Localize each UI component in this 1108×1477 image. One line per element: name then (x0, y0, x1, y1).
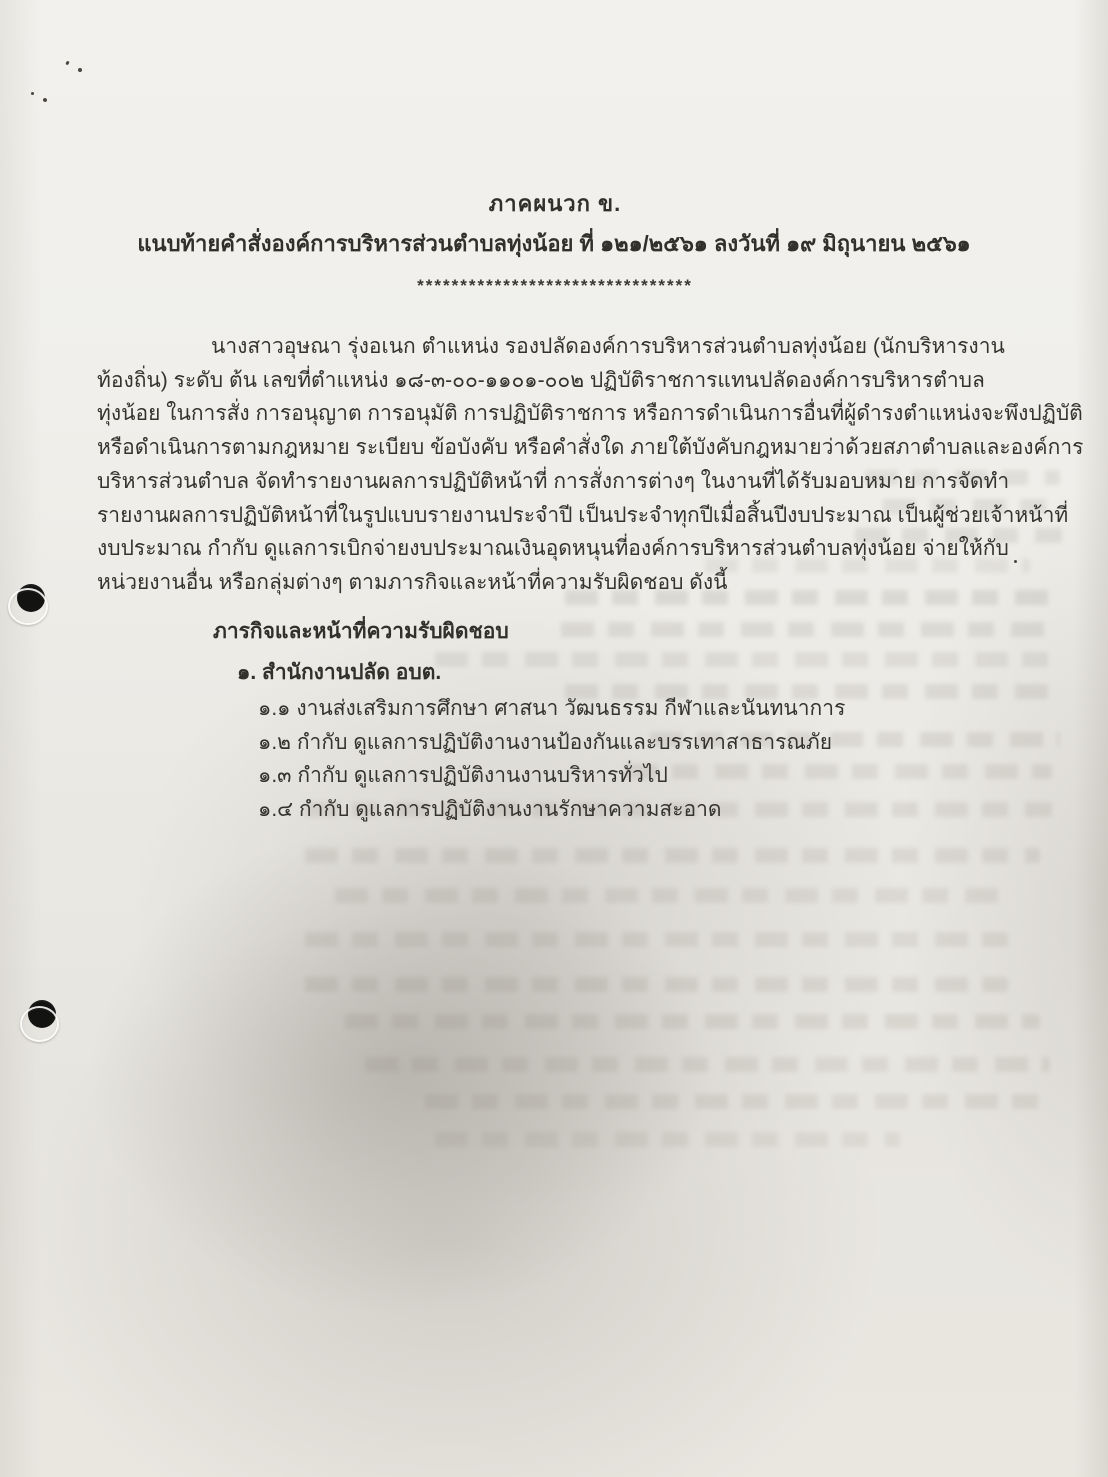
main-paragraph (97, 330, 1084, 600)
paragraph-line: รายงานผลการปฏิบัติหน้าที่ในรูปแบบรายงานประจำปี เป็นประจำทุกปีเมื่อสิ้นปีงบประมาณ เป็นผู้ช่วยเจ้าหน้าที่ (97, 503, 1069, 527)
appendix-title: ภาคผนวก ข. (488, 191, 622, 216)
section1-heading: ๑. สำนักงานปลัด อบต. (237, 661, 442, 684)
duties-heading: ภารกิจและหน้าที่ความรับผิดชอบ (213, 620, 509, 643)
paragraph-line: นางสาวอุษณา รุ่งอเนก ตำแหน่ง รองปลัดองค์การบริหารส่วนตำบลทุ่งน้อย (นักบริหารงาน (211, 335, 1005, 358)
paragraph-line: งบประมาณ กำกับ ดูแลการเบิกจ่ายงบประมาณเงินอุดหนุนที่องค์การบริหารส่วนตำบลทุ่งน้อย จ่ายให้กับ (97, 537, 1009, 561)
list-item: ๑.๓ กำกับ ดูแลการปฏิบัติงานงานบริหารทั่วไป (258, 764, 668, 788)
paper-speck (78, 68, 82, 72)
paper-speck (31, 92, 34, 95)
list-item: ๑.๑ งานส่งเสริมการศึกษา ศาสนา วัฒนธรรม กีฬาและนันทนาการ (258, 697, 846, 720)
list-item: ๑.๔ กำกับ ดูแลการปฏิบัติงานงานรักษาความสะอาด (258, 797, 722, 821)
paragraph-line: ท้องถิ่น) ระดับ ต้น เลขที่ตำแหน่ง ๑๘-๓-๐๐-๑๑๐๑-๐๐๒ ปฏิบัติราชการแทนปลัดองค์การบริหารตำบล (97, 368, 985, 392)
document-subtitle: แนบท้ายคำสั่งองค์การบริหารส่วนตำบลทุ่งน้อย ที่ ๑๒๑/๒๕๖๑ ลงวันที่ ๑๙ มิถุนายน ๒๕๖๑ (137, 231, 971, 256)
paragraph-line: ทุ่งน้อย ในการสั่ง การอนุญาต การอนุมัติ การปฏิบัติราชการ หรือการดำเนินการอื่นที่ผู้ดำรงตำแหน่งจะพึงปฏิบัติ (97, 402, 1083, 426)
asterisk-divider: ******************************** (417, 276, 693, 295)
punch-hole-bottom (28, 1000, 56, 1028)
section1-item-list (258, 692, 845, 826)
punch-hole-top (17, 584, 45, 612)
paper-speck (1014, 560, 1017, 563)
list-item: ๑.๒ กำกับ ดูแลการปฏิบัติงานงานป้องกันและบรรเทาสาธารณภัย (258, 730, 833, 754)
paragraph-line: หน่วยงานอื่น หรือกลุ่มต่างๆ ตามภารกิจและหน้าที่ความรับผิดชอบ ดังนี้ (97, 570, 728, 594)
paragraph-line: หรือดำเนินการตามกฎหมาย ระเบียบ ข้อบังคับ หรือคำสั่งใด ภายใต้บังคับกฎหมายว่าด้วยสภาตำบลและองค์การ (97, 436, 1084, 460)
paragraph-line: บริหารส่วนตำบล จัดทำรายงานผลการปฏิบัติหน้าที่ การสั่งการต่างๆ ในงานที่ได้รับมอบหมาย การจัดทำ (97, 469, 1010, 493)
